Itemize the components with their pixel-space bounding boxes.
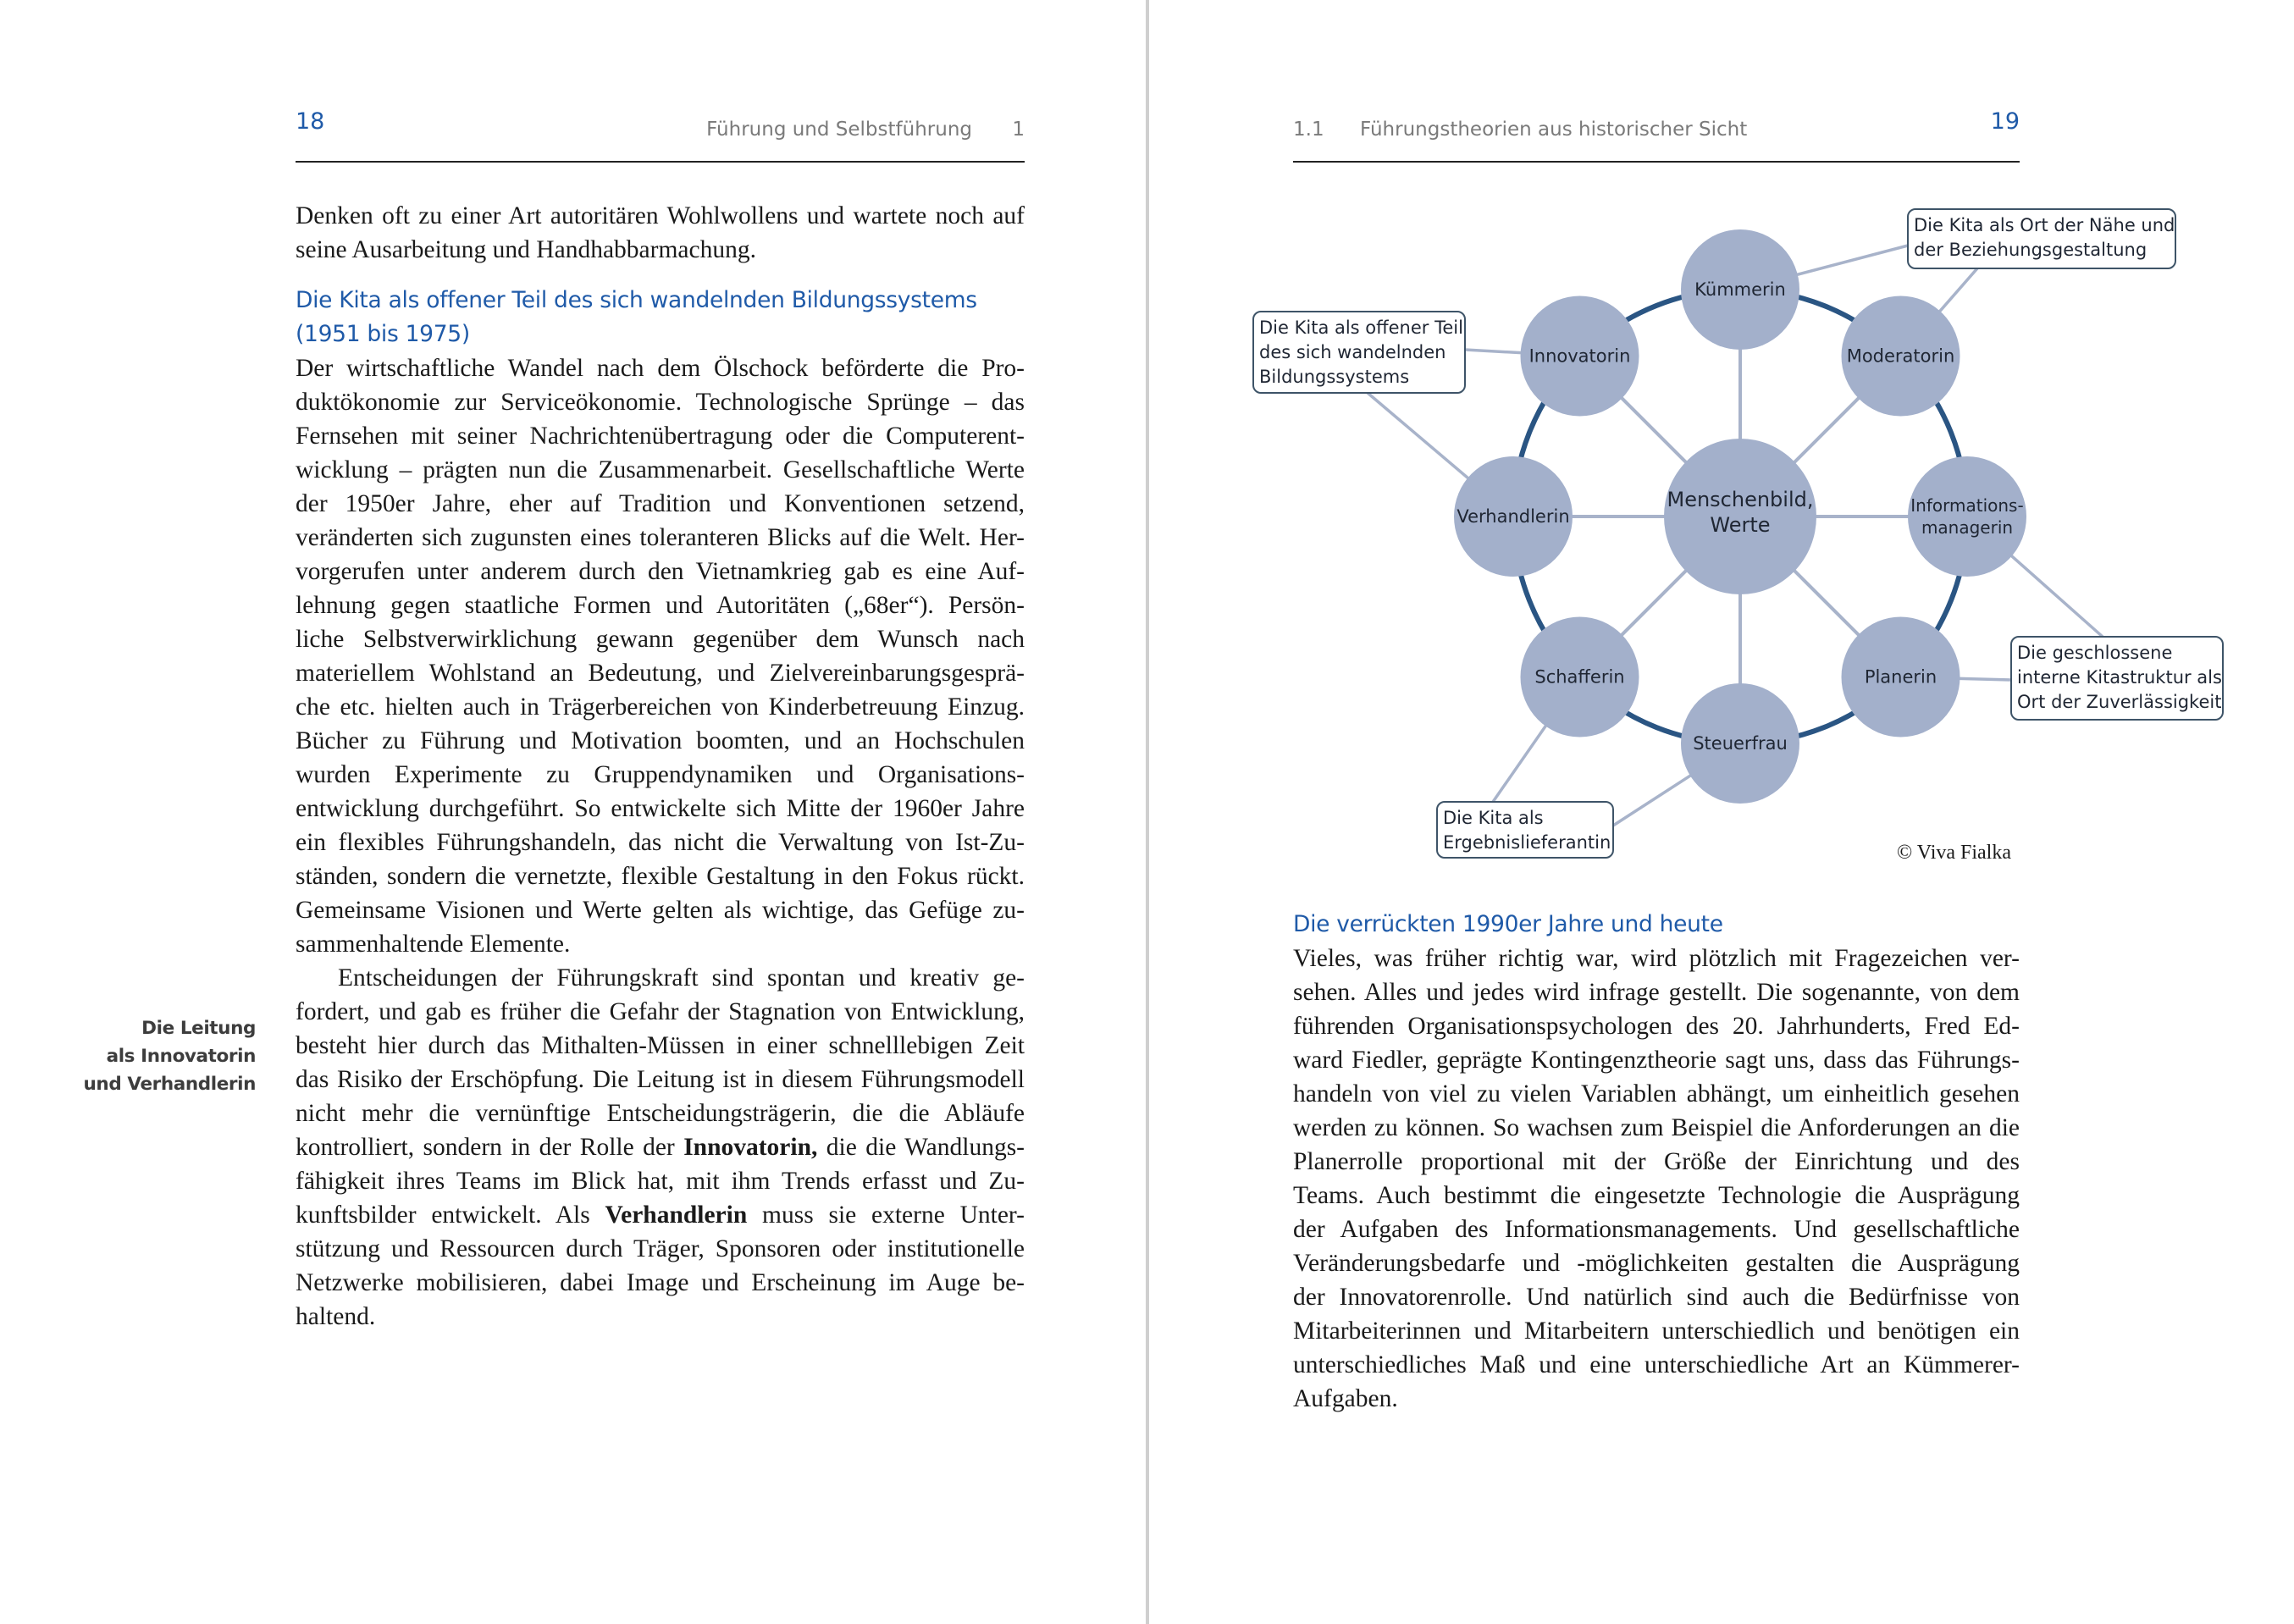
page-number: 19	[1990, 108, 2020, 135]
callout-text: Die Kita als offener Teil	[1259, 318, 1463, 338]
callout-text: Ergebnislieferantin	[1443, 832, 1611, 853]
text-line: wicklung – prägten nun die Zusammenarbeit. Gesellschaftliche Werte	[296, 456, 1025, 483]
text-line: ständen, sondern die vernetzte, flexible Gestaltung in den Fokus rückt.	[296, 863, 1025, 890]
callout-text: interne Kitastruktur als	[2017, 667, 2222, 688]
right-body	[1293, 908, 2020, 1416]
text-line: fordert, und gab es früher die Gefahr der Stagnation von Entwicklung,	[296, 998, 1025, 1025]
text-run: kunftsbilder entwickelt. Als	[296, 1201, 605, 1229]
text-run: kontrolliert, sondern in der Rolle der	[296, 1134, 684, 1161]
margin-note-line: und Verhandlerin	[83, 1074, 256, 1095]
text-line: Planerrolle proportional mit der Größe der Einrichtung und des	[1293, 1148, 2020, 1175]
heading-line: Die Kita als offener Teil des sich wandelnden Bildungssystems	[296, 287, 977, 313]
text-line: der 1950er Jahre, eher auf Tradition und Konventionen setzend,	[296, 490, 1025, 517]
bold-term-verhandlerin: Verhandlerin	[605, 1201, 748, 1229]
text-line: materiellem Wohlstand an Bedeutung, und Zielvereinbarungsgesprä-	[296, 660, 1025, 687]
text-line: lehnung gegen staatliche Formen und Autoritäten („68er“). Persön-	[296, 592, 1025, 619]
callout-text: Die geschlossene	[2017, 643, 2173, 663]
text-line: Gemeinsame Visionen und Werte gelten als wichtige, das Gefüge zu-	[296, 897, 1025, 924]
callout-text: der Beziehungsgestaltung	[1914, 240, 2148, 260]
paragraph-1	[1293, 942, 2020, 1416]
text-line: Mitarbeiterinnen und Mitarbeitern unterschiedlich und benötigen ein	[1293, 1317, 2020, 1345]
role-node-label: Moderatorin	[1846, 345, 1955, 367]
text-line: che etc. hielten auch in Trägerbereichen von Kinderbetreuung Einzug.	[296, 693, 1025, 721]
text-line: duktökonomie zur Serviceökonomie. Technologische Sprünge – das	[296, 389, 1025, 416]
text-line: werden zu können. So wachsen zum Beispiel die Anforderungen an die	[1293, 1114, 2020, 1141]
text-line: wurden Experimente zu Gruppendynamiken und Organisations-	[296, 761, 1025, 788]
text-line: handeln von viel zu vielen Variablen abhängt, um einheitlich gesehen	[1293, 1080, 2020, 1108]
margin-note-line: als Innovatorin	[106, 1046, 256, 1067]
role-node-label: Kümmerin	[1694, 279, 1786, 300]
text-line: der Aufgaben des Informationsmanagements. Und gesellschaftliche	[1293, 1216, 2020, 1243]
center-node-label: Werte	[1710, 513, 1771, 537]
role-node-informationsmanagerin	[1908, 456, 2026, 577]
text-line: Netzwerke mobilisieren, dabei Image und Erscheinung im Auge be-	[296, 1269, 1025, 1296]
text-line: der Innovatorenrolle. Und natürlich sind auch die Bedürfnisse von	[1293, 1284, 2020, 1311]
section-number: 1.1	[1293, 119, 1324, 141]
text-line: Fernsehen mit seiner Nachrichtenübertragung oder die Computerent-	[296, 423, 1025, 450]
text-line: unterschiedliches Maß und eine unterschiedliche Art an Kümmerer-	[1293, 1351, 2020, 1378]
heading-line: (1951 bis 1975)	[296, 321, 470, 347]
text-line: führenden Organisationspsychologen des 20. Jahrhunderts, Fred Ed-	[1293, 1013, 2020, 1040]
chapter-number: 1	[1012, 119, 1025, 141]
text-run: muss sie externe Unter-	[747, 1201, 1025, 1229]
callout-text: Ort der Zuverlässigkeit	[2017, 692, 2222, 712]
text-line: besteht hier durch das Mithalten-Müssen in einer schnelllebigen Zeit	[296, 1032, 1025, 1059]
role-node-label: Schafferin	[1534, 666, 1625, 688]
text-line: Veränderungsbedarfe und -möglichkeiten gestalten die Ausprägung	[1293, 1250, 2020, 1277]
text-line: Entscheidungen der Führungskraft sind spontan und kreativ ge-	[338, 964, 1025, 992]
text-line: sehen. Alles und jedes wird infrage gestellt. Die sogenannte, von dem	[1293, 979, 2020, 1006]
text-line: veränderten sich zugunsten eines toleranteren Blicks auf die Welt. Her-	[296, 524, 1025, 551]
role-node-label: Informations-	[1910, 495, 2024, 516]
text-line: vorgerufen unter anderem durch den Vietnamkrieg gab es eine Auf-	[296, 558, 1025, 585]
role-node-label: Verhandlerin	[1457, 506, 1570, 527]
text-line: haltend.	[296, 1303, 376, 1330]
text-line: entwicklung durchgeführt. So entwickelte sich Mitte der 1960er Jahre	[296, 795, 1025, 822]
text-line: Aufgaben.	[1293, 1385, 1398, 1412]
text-line: fähigkeit ihres Teams im Blick hat, mit ihm Trends erfasst und Zu-	[296, 1168, 1025, 1195]
bold-term-innovatorin: Innovatorin,	[683, 1134, 818, 1161]
text-line: Teams. Auch bestimmt die eingesetzte Technologie die Ausprägung	[1293, 1182, 2020, 1209]
role-node-label: Innovatorin	[1528, 345, 1631, 367]
text-line: Denken oft zu einer Art autoritären Wohlwollens und wartete noch auf	[296, 202, 1025, 229]
callout-text: Bildungssystems	[1259, 367, 1410, 387]
text-line: ein flexibles Führungshandeln, das nicht die Verwaltung von Ist-Zu-	[296, 829, 1025, 856]
page-number: 18	[296, 108, 325, 135]
role-node-label: Planerin	[1864, 666, 1937, 688]
margin-note-line: Die Leitung	[141, 1018, 256, 1039]
text-line: Vieles, was früher richtig war, wird plötzlich mit Fragezeichen ver-	[1293, 945, 2020, 972]
text-line: nicht mehr die vernünftige Entscheidungsträgerin, die die Abläufe	[296, 1100, 1025, 1127]
text-run: die die Wandlungs-	[817, 1134, 1025, 1161]
text-line: Der wirtschaftliche Wandel nach dem Ölschock beförderte die Pro-	[296, 355, 1025, 382]
running-title: Führung und Selbstführung	[706, 119, 972, 141]
text-line: seine Ausarbeitung und Handhabbarmachung.	[296, 236, 756, 263]
text-line: stützung und Ressourcen durch Träger, Sponsoren oder institutionelle	[296, 1235, 1025, 1262]
figure-copyright: © Viva Fialka	[1897, 842, 2011, 864]
section-heading: Die verrückten 1990er Jahre und heute	[1293, 911, 1723, 937]
running-title: Führungstheorien aus historischer Sicht	[1360, 119, 1748, 141]
role-node-label: Steuerfrau	[1693, 733, 1788, 754]
text-line: ward Fiedler, geprägte Kontingenztheorie sagt uns, dass das Führungs-	[1293, 1047, 2020, 1074]
text-line: liche Selbstverwirklichung gewann gegenüber dem Wunsch nach	[296, 626, 1025, 653]
callout-text: Die Kita als	[1443, 808, 1544, 828]
callout-text: des sich wandelnden	[1259, 342, 1446, 362]
callout-text: Die Kita als Ort der Nähe und	[1914, 215, 2175, 235]
center-node-label: Menschenbild,	[1667, 488, 1814, 511]
text-line: Bücher zu Führung und Motivation boomten, und an Hochschulen	[296, 727, 1025, 754]
text-line: sammenhaltende Elemente.	[296, 931, 571, 958]
text-line: das Risiko der Erschöpfung. Die Leitung ist in diesem Führungsmodell	[296, 1066, 1025, 1093]
role-node-label: managerin	[1921, 517, 2014, 538]
